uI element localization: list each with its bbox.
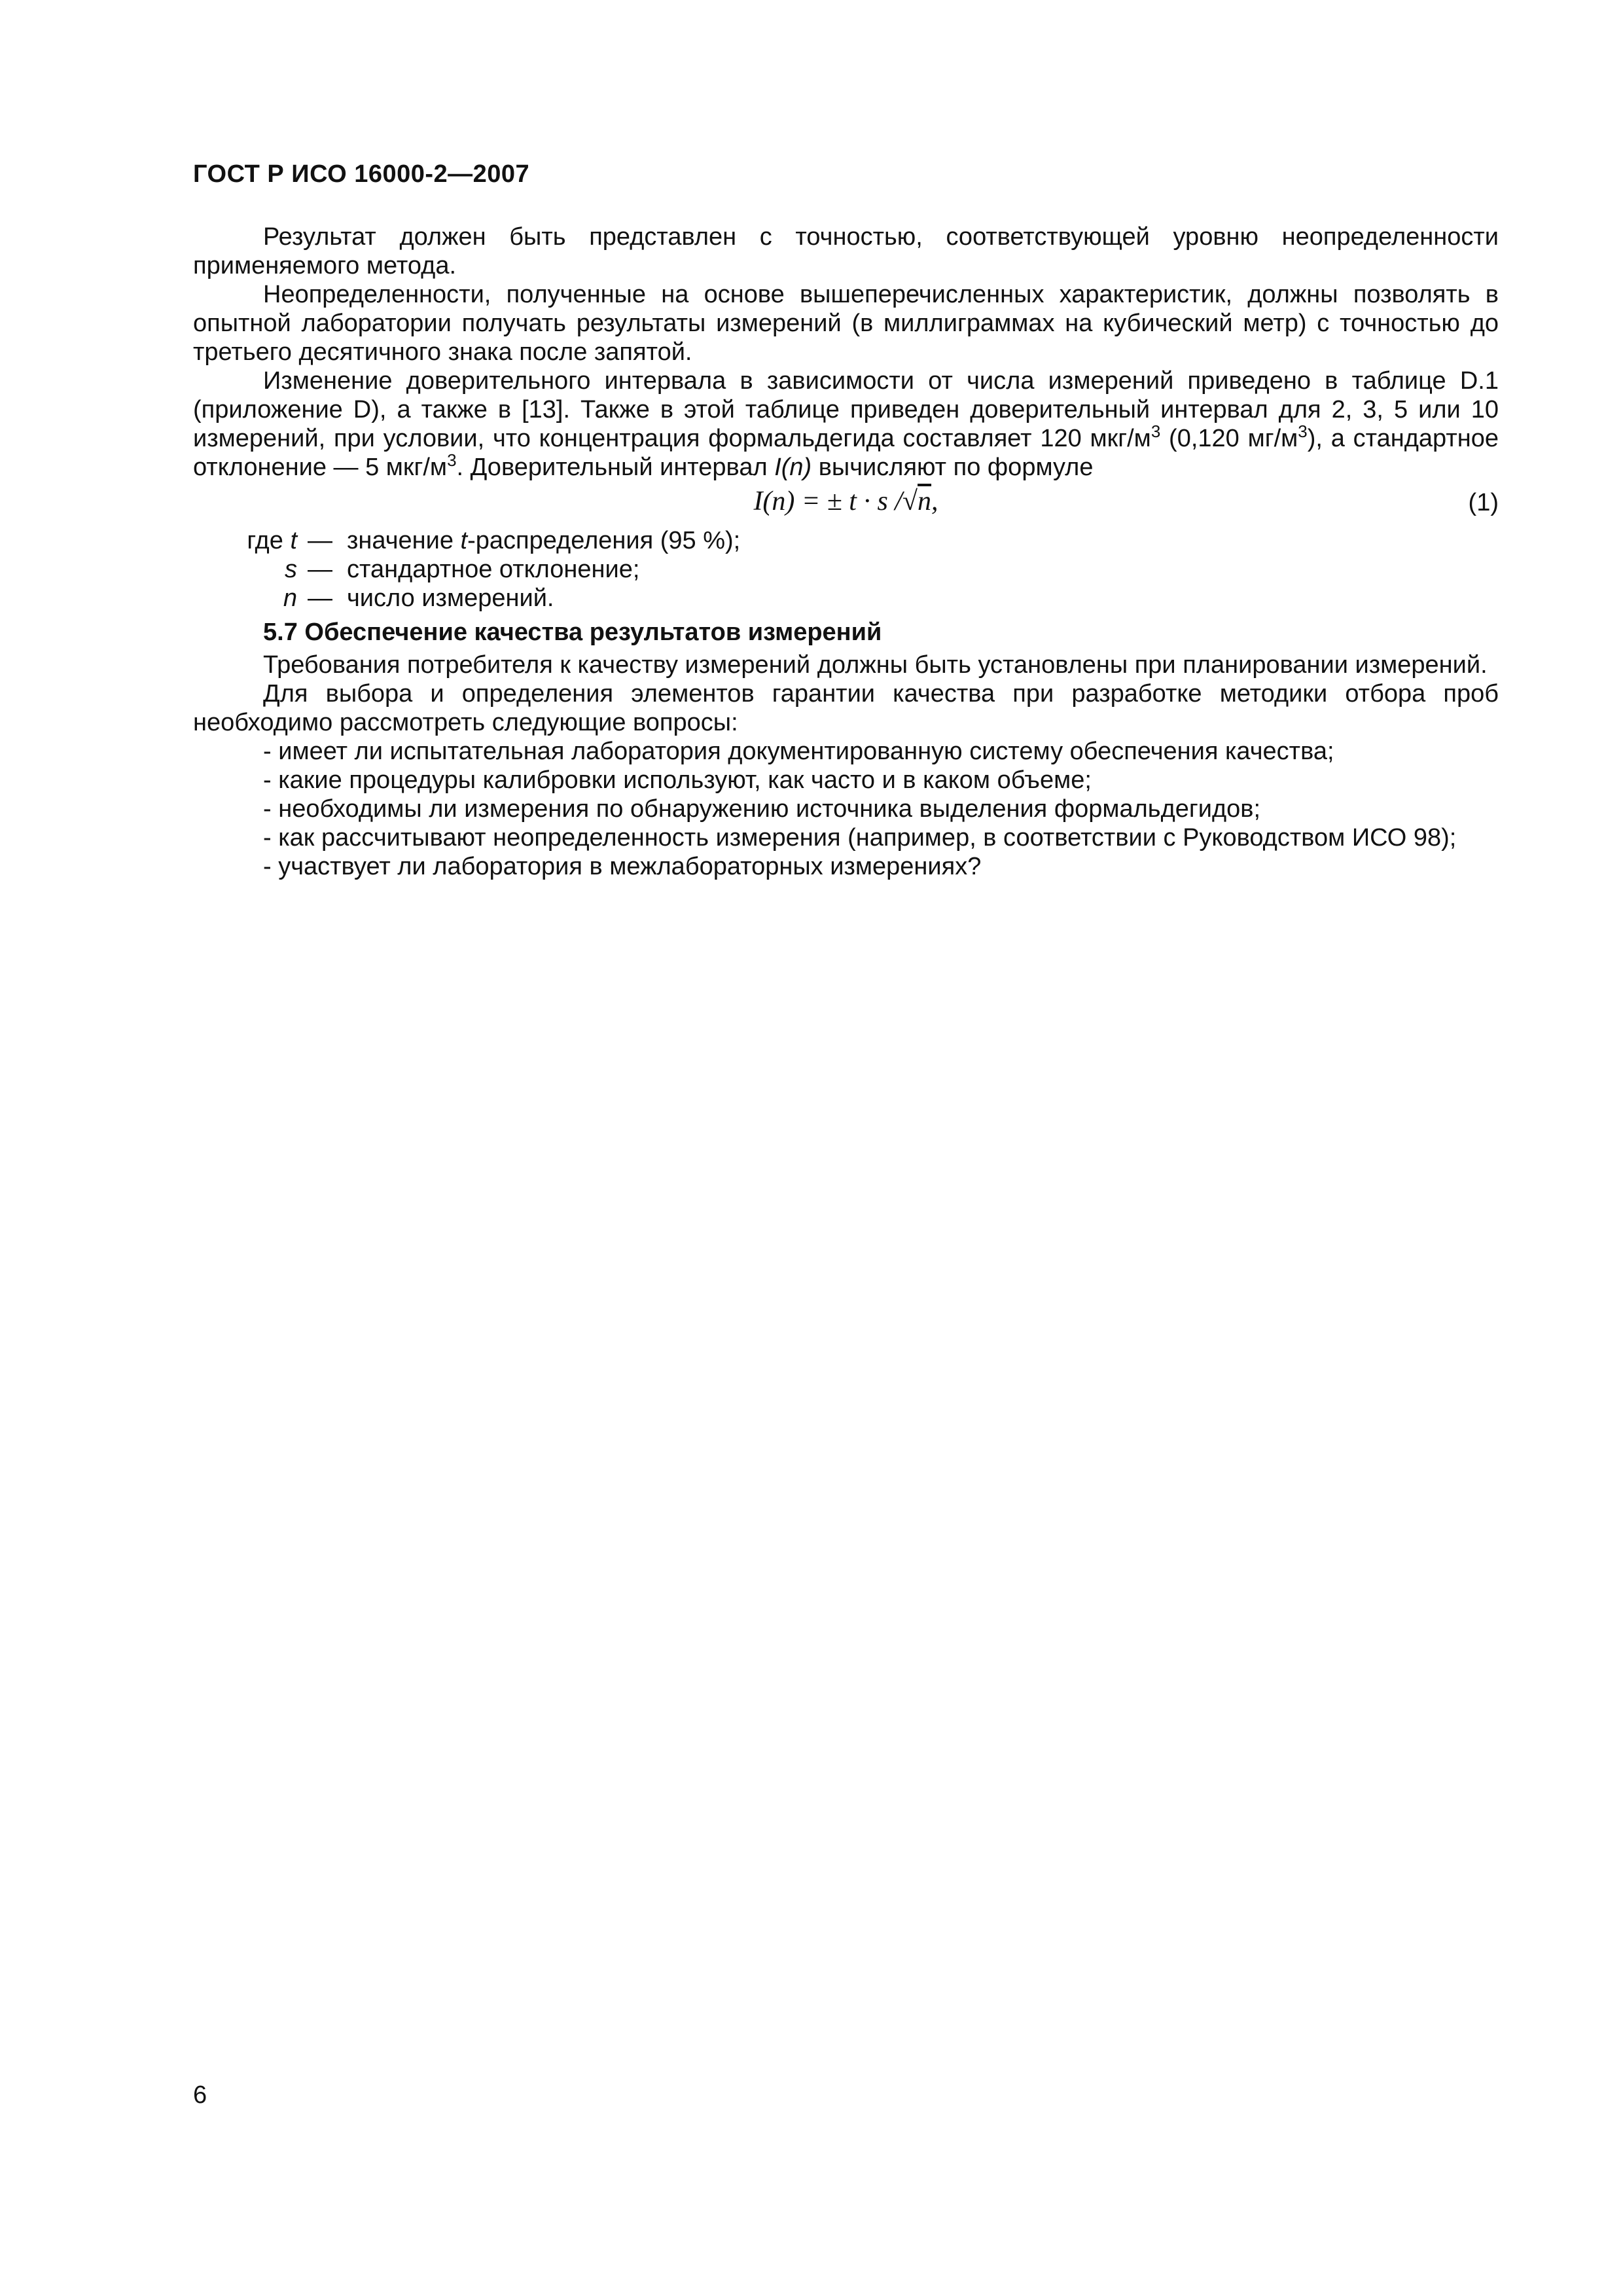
- variable-I-n: I(n): [774, 454, 812, 481]
- text-fragment: Изменение доверительного интервала в зависимости от числа измерений приведено в таблице D.1 (приложение D), а также в [13]. Также в этой таблице приведен доверительный интервал для 2, 3, 5 или 10 измерений, при условии, что концентрация формальдегида составляет 120 мкг/м: [193, 367, 1499, 452]
- section-heading: 5.7 Обеспечение качества результатов измерений: [263, 619, 882, 646]
- superscript: 3: [1150, 422, 1161, 441]
- where-symbol: [193, 584, 308, 613]
- paragraph-questions-intro: Для выбора и определения элементов гарантии качества при разработке методики отбора проб необходимо рассмотреть следующие вопросы:: [193, 680, 1499, 736]
- list-item: - как рассчитывают неопределенность измерения (например, в соответствии с Руководством ИСО 98);: [263, 824, 1457, 852]
- where-symbol-var: t: [290, 527, 297, 554]
- text-fragment: . Доверительный интервал: [456, 454, 775, 481]
- where-text: стандартное отклонение;: [347, 556, 640, 583]
- where-description: [347, 584, 554, 613]
- formula-row: [193, 486, 1499, 526]
- list-item: - необходимы ли измерения по обнаружению источника выделения формальдегидов;: [263, 795, 1261, 823]
- formula-radicand: n: [918, 486, 932, 516]
- where-description: [347, 555, 639, 584]
- superscript: 3: [447, 450, 457, 470]
- where-text: значение: [347, 527, 461, 554]
- where-dash: —: [308, 527, 332, 554]
- where-symbol-var: s: [285, 556, 297, 583]
- where-symbol-var: n: [283, 584, 297, 612]
- formula-tail: ,: [931, 486, 938, 516]
- document-page: [193, 0, 1499, 2296]
- text-fragment: ), а стандартное отклонение — 5 мкг/м: [193, 425, 1499, 481]
- where-dash: —: [308, 556, 332, 583]
- paragraph-result-precision: Результат должен быть представлен с точностью, соответствующей уровню неопределенности применяемого метода.: [193, 223, 1499, 279]
- where-text: число измерений.: [347, 584, 554, 612]
- where-symbol: [193, 555, 308, 584]
- where-item: [193, 555, 1499, 584]
- where-dash: —: [308, 584, 332, 612]
- list-item: - участвует ли лаборатория в межлабораторных измерениях?: [263, 853, 982, 880]
- where-prefix: где: [247, 527, 291, 554]
- list-item: - какие процедуры калибровки используют, как часто и в каком объеме;: [263, 766, 1092, 794]
- page-number: 6: [193, 2081, 207, 2109]
- sqrt-symbol: √: [902, 486, 918, 516]
- where-list: [193, 526, 1499, 613]
- where-description: [347, 526, 740, 555]
- paragraph-confidence-interval: [193, 367, 1499, 482]
- where-text-var: t: [460, 527, 468, 554]
- formula-number: (1): [1468, 489, 1499, 516]
- list-item: - имеет ли испытательная лаборатория документированную систему обеспечения качества;: [263, 738, 1334, 765]
- where-symbol: [193, 526, 308, 555]
- where-text-rest: -распределения (95 %);: [467, 527, 741, 554]
- formula: [193, 487, 1499, 516]
- paragraph-uncertainties: Неопределенности, полученные на основе вышеперечисленных характеристик, должны позволять в опытной лаборатории получать результаты измерений (в миллиграммах на кубический метр) с точностью до третьего десятичного знака после запятой.: [193, 281, 1499, 366]
- text-fragment: вычисляют по формуле: [812, 454, 1094, 481]
- formula-lhs: I(n) = ± t · s /: [753, 486, 902, 516]
- paragraph-customer-requirements: Требования потребителя к качеству измерений должны быть установлены при планировании измерений.: [263, 651, 1488, 679]
- superscript: 3: [1298, 422, 1308, 441]
- document-header: ГОСТ Р ИСО 16000-2—2007: [193, 160, 530, 188]
- text-fragment: (0,120 мг/м: [1160, 425, 1298, 452]
- where-item: [193, 584, 1499, 613]
- body-text: [193, 223, 1499, 881]
- where-item: [193, 526, 1499, 555]
